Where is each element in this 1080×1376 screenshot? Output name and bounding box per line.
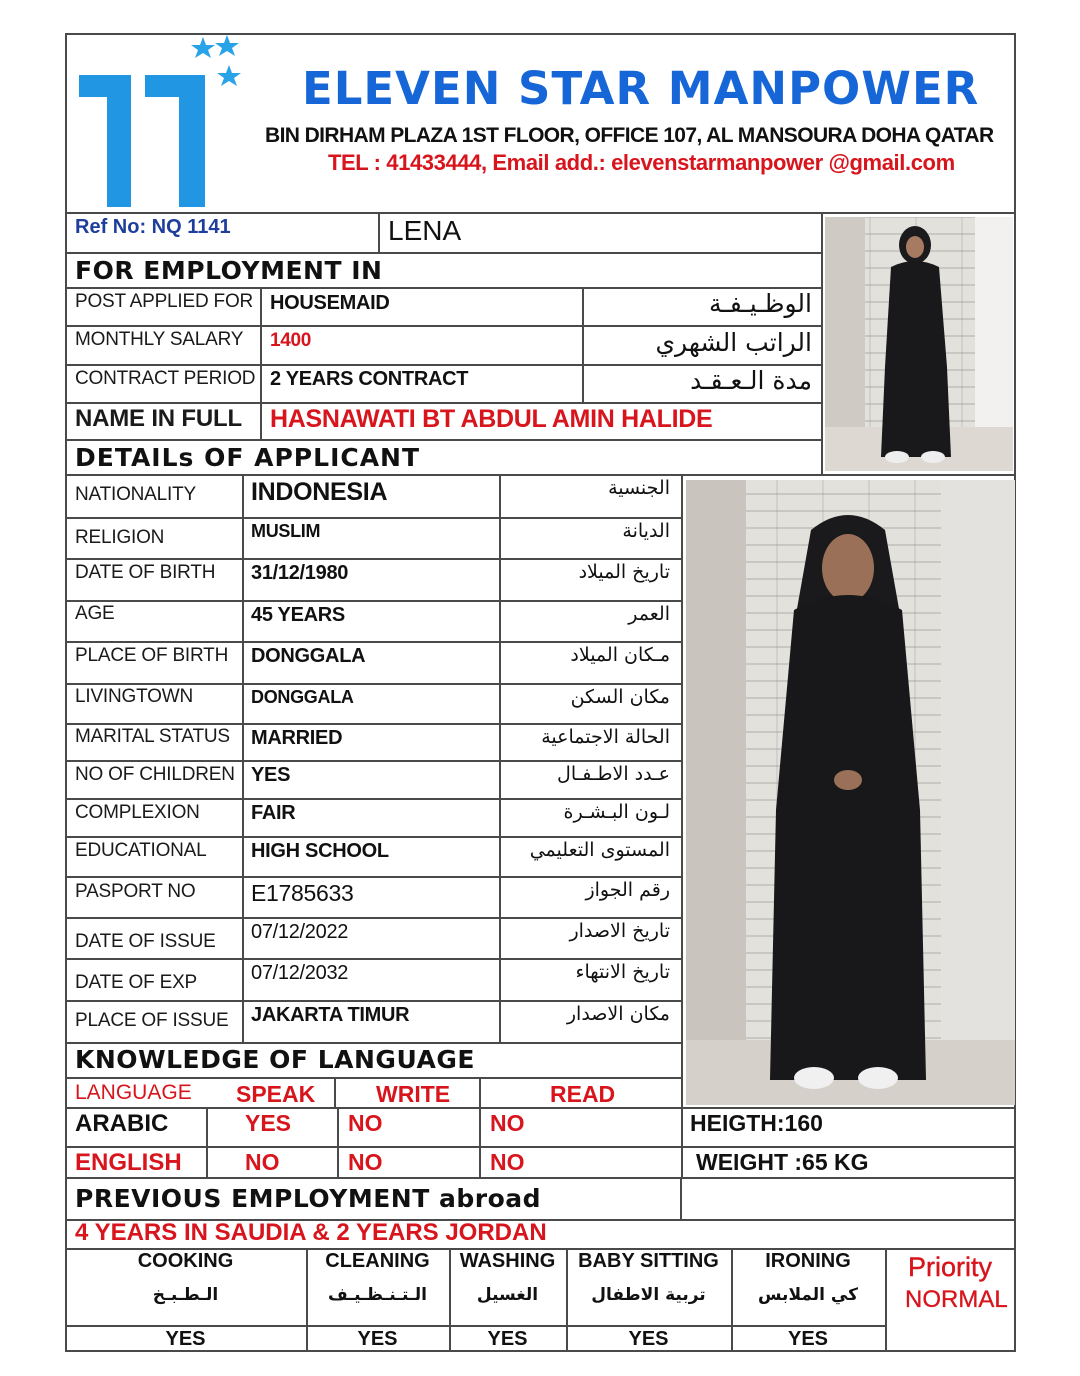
company-contact: TEL : 41433444, Email add.: elevenstarmanpower @gmail.com	[328, 150, 955, 175]
detail-value: DONGGALA	[251, 645, 366, 667]
language-section-title: KNOWLEDGE OF LANGUAGE	[75, 1045, 475, 1074]
language-row-english: ENGLISH	[75, 1149, 182, 1176]
detail-value: DONGGALA	[251, 687, 354, 707]
skill-value: YES	[487, 1328, 528, 1350]
short-name: LENA	[388, 215, 462, 246]
detail-label: NATIONALITY	[75, 484, 196, 505]
divider	[337, 1107, 339, 1177]
fullname-value: HASNAWATI BT ABDUL AMIN HALIDE	[270, 405, 713, 433]
applicant-photo-small	[825, 217, 1013, 471]
english-write: NO	[348, 1149, 383, 1175]
logo-graphic	[75, 35, 245, 210]
star-icon	[191, 37, 215, 58]
ref-number: Ref No: NQ 1141	[75, 216, 231, 238]
detail-arabic: مكان الاصدار	[566, 1003, 670, 1025]
detail-value: YES	[251, 764, 291, 786]
detail-value: INDONESIA	[251, 478, 388, 506]
english-read: NO	[490, 1149, 525, 1175]
skill-value: YES	[165, 1328, 206, 1350]
divider	[65, 917, 681, 919]
detail-label: PLACE OF ISSUE	[75, 1010, 229, 1031]
detail-label: COMPLEXION	[75, 802, 200, 823]
skill-arabic: كي الملابس	[758, 1285, 858, 1305]
detail-value: MARRIED	[251, 727, 343, 749]
divider	[65, 836, 681, 838]
detail-arabic: المستوى التعليمي	[529, 839, 670, 861]
skill-name: COOKING	[137, 1250, 234, 1272]
star-icon	[215, 35, 239, 56]
detail-label: NO OF CHILDREN	[75, 764, 235, 785]
post-arabic: الوظـيـفـة	[709, 289, 812, 318]
priority-value: NORMAL	[905, 1286, 1008, 1313]
detail-label: DATE OF BIRTH	[75, 562, 216, 583]
skill-name: IRONING	[765, 1250, 851, 1272]
arabic-read: NO	[490, 1110, 525, 1136]
salary-value: 1400	[270, 330, 312, 351]
divider	[65, 1000, 681, 1002]
english-speak: NO	[245, 1149, 280, 1175]
height-value: HEIGTH:160	[690, 1110, 823, 1136]
divider	[582, 287, 584, 402]
star-icon	[217, 65, 241, 86]
divider	[681, 474, 683, 1178]
skill-arabic: الـطـبـخ	[152, 1285, 219, 1305]
divider	[65, 798, 681, 800]
divider	[334, 1077, 336, 1107]
skill-arabic: الـتـنـظـيـف	[328, 1285, 427, 1305]
divider	[479, 1077, 481, 1177]
skill-value: YES	[628, 1328, 669, 1350]
divider	[65, 1077, 681, 1079]
detail-value: 07/12/2032	[251, 962, 349, 984]
detail-arabic: العمر	[628, 603, 670, 625]
detail-arabic: تاريخ الميلاد	[578, 561, 670, 583]
detail-arabic: عـدد الاطـفـال	[557, 763, 670, 785]
divider	[65, 760, 681, 762]
divider	[65, 683, 681, 685]
divider	[65, 876, 681, 878]
arabic-speak: YES	[245, 1110, 292, 1136]
company-address: BIN DIRHAM PLAZA 1ST FLOOR, OFFICE 107, AL MANSOURA DOHA QATAR	[265, 124, 994, 147]
skill-name: WASHING	[459, 1250, 556, 1272]
language-header: LANGUAGE	[75, 1081, 192, 1104]
priority-label: Priority	[908, 1252, 993, 1282]
divider	[65, 439, 821, 441]
divider	[65, 517, 681, 519]
employment-section-title: FOR EMPLOYMENT IN	[75, 256, 383, 285]
detail-value: JAKARTA TIMUR	[251, 1004, 410, 1026]
arabic-write: NO	[348, 1110, 383, 1136]
divider	[260, 287, 262, 439]
details-section-title: DETAILs OF APPLICANT	[75, 443, 421, 472]
company-logo	[75, 35, 245, 210]
divider	[885, 1248, 887, 1352]
person-figure	[686, 480, 1015, 1105]
divider	[378, 212, 380, 252]
post-label: POST APPLIED FOR	[75, 291, 254, 312]
detail-arabic: مـكان الميلاد	[570, 644, 670, 666]
detail-value: HIGH SCHOOL	[251, 840, 389, 862]
detail-arabic: الديانة	[622, 520, 670, 542]
divider	[65, 600, 681, 602]
divider	[65, 325, 821, 327]
speak-header: SPEAK	[236, 1081, 316, 1107]
write-header: WRITE	[376, 1081, 451, 1107]
detail-label: DATE OF ISSUE	[75, 931, 216, 952]
salary-label: MONTHLY SALARY	[75, 329, 244, 350]
skill-value: YES	[357, 1328, 398, 1350]
divider	[65, 641, 681, 643]
contract-label: CONTRACT PERIOD	[75, 368, 256, 389]
language-row-arabic: ARABIC	[75, 1110, 169, 1137]
contract-value: 2 YEARS CONTRACT	[270, 368, 469, 390]
skill-arabic: تربية الاطفال	[591, 1285, 706, 1305]
divider	[65, 287, 821, 289]
weight-value: WEIGHT :65 KG	[696, 1149, 869, 1175]
detail-label: RELIGION	[75, 527, 165, 548]
divider	[65, 212, 1016, 214]
person-figure	[825, 217, 1013, 471]
detail-label: AGE	[75, 603, 115, 624]
skill-name: BABY SITTING	[578, 1250, 719, 1272]
detail-label: DATE OF EXP	[75, 972, 198, 993]
detail-value: MUSLIM	[251, 521, 321, 541]
skill-value: YES	[787, 1328, 829, 1350]
divider	[65, 723, 681, 725]
read-header: READ	[550, 1081, 616, 1107]
divider	[821, 212, 823, 474]
detail-arabic: مكان السكن	[570, 686, 670, 708]
post-value: HOUSEMAID	[270, 292, 390, 314]
company-name: ELEVEN STAR MANPOWER	[302, 62, 980, 115]
detail-arabic: الجنسية	[608, 477, 670, 499]
detail-value: 07/12/2022	[251, 921, 349, 943]
detail-label: MARITAL STATUS	[75, 726, 230, 747]
divider	[65, 1325, 885, 1327]
divider	[65, 1177, 1016, 1179]
previous-section-title: PREVIOUS EMPLOYMENT abroad	[75, 1184, 542, 1213]
divider	[206, 1107, 208, 1177]
divider	[65, 402, 821, 404]
detail-value: E1785633	[251, 880, 354, 906]
divider	[65, 1146, 1016, 1148]
detail-label: PLACE OF BIRTH	[75, 645, 229, 666]
previous-value: 4 YEARS IN SAUDIA & 2 YEARS JORDAN	[75, 1219, 547, 1246]
detail-value: 31/12/1980	[251, 562, 349, 584]
divider	[65, 958, 681, 960]
detail-arabic: الحالة الاجتماعية	[541, 726, 670, 748]
divider	[65, 558, 681, 560]
detail-value: 45 YEARS	[251, 604, 345, 626]
detail-arabic: تاريخ الاصدار	[569, 920, 670, 942]
detail-label: EDUCATIONAL	[75, 840, 207, 861]
salary-arabic: الراتب الشهري	[655, 328, 812, 357]
detail-label: LIVINGTOWN	[75, 686, 193, 707]
divider	[65, 252, 821, 254]
detail-arabic: لـون البـشـرة	[563, 801, 670, 823]
detail-arabic: رقم الجواز	[585, 879, 670, 901]
contract-arabic: مدة الـعـقـد	[690, 366, 812, 395]
detail-value: FAIR	[251, 802, 296, 824]
detail-arabic: تاريخ الانتهاء	[575, 961, 670, 983]
detail-label: PASPORT NO	[75, 881, 196, 902]
fullname-label: NAME IN FULL	[75, 405, 242, 432]
skill-name: CLEANING	[325, 1250, 430, 1272]
divider	[65, 474, 1016, 476]
applicant-photo-large	[686, 480, 1015, 1105]
divider	[65, 1042, 681, 1044]
divider	[680, 1177, 682, 1219]
skill-arabic: الغسيل	[476, 1285, 539, 1305]
